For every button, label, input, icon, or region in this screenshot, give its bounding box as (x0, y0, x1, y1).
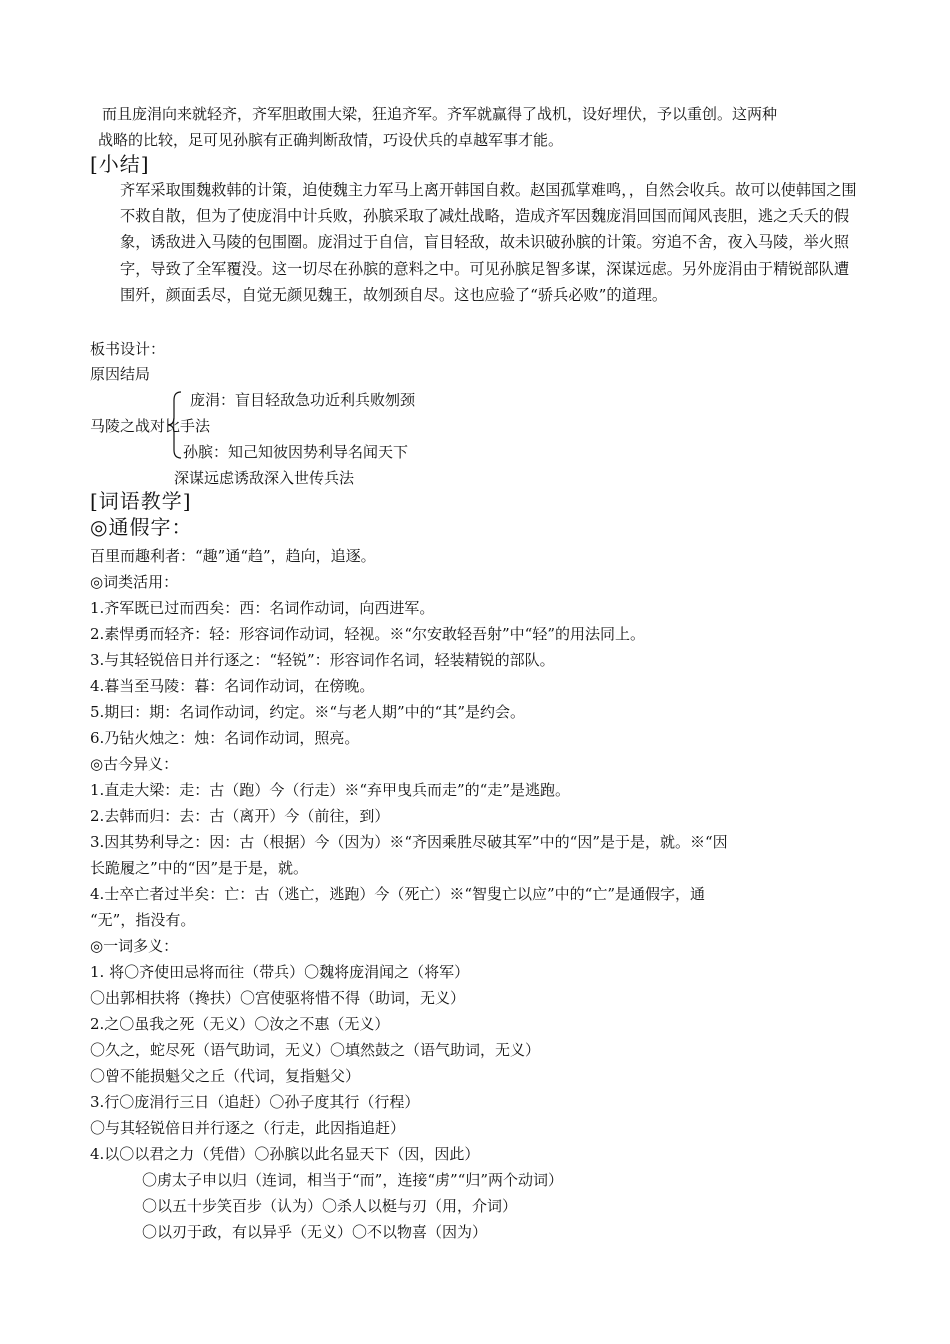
cilei-item: 1.齐军既已过而西矣：西：名词作动词，向西进军。 (90, 599, 435, 617)
intro-line-2: 战略的比较，足可见孙膑有正确判断敌情，巧设伏兵的卓越军事才能。 (98, 131, 564, 149)
summary-paragraph (90, 177, 860, 308)
cilei-item: 5.期曰：期：名词作动词，约定。※“与老人期”中的“其”是约会。 (90, 703, 525, 721)
cilei-item: 3.与其轻锐倍日并行逐之：“轻锐”：形容词作名词，轻装精锐的部队。 (90, 651, 555, 669)
gujin-item: 3.因其势利导之：因：古（根据）今（因为）※“齐因乘胜尽破其军”中的“因”是于是，就。※“因 (90, 833, 728, 851)
board-label: 板书设计： (90, 340, 166, 358)
duoyi-indent-item: 〇虏太子申以归（连词，相当于“而”，连接“虏”“归”两个动词） (142, 1171, 564, 1189)
tongjia-heading: ◎通假字： (90, 515, 193, 539)
duoyi-item: 3.行〇庞涓行三日（追赶）〇孙子度其行（行程） (90, 1093, 420, 1111)
board-sun: 孙膑：知己知彼因势利导名闻天下 (183, 443, 409, 461)
gujin-item: 4.士卒亡者过半矣：亡：古（逃亡，逃跑）今（死亡）※“智叟亡以应”中的“亡”是通假字，通 (90, 885, 705, 903)
duoyi-indent-item: 〇以五十步笑百步（认为）〇杀人以梃与刃（用，介词） (142, 1197, 518, 1215)
duoyi-item: 〇出郭相扶将（搀扶）〇宫使驱将惜不得（助词，无义） (90, 989, 466, 1007)
cilei-item: 4.暮当至马陵：暮：名词作动词，在傍晚。 (90, 677, 375, 695)
duoyi-heading: ◎一词多义： (90, 937, 179, 955)
gujin-item: 长跪履之”中的“因”是于是，就。 (90, 859, 309, 877)
duoyi-item: 〇与其轻锐倍日并行逐之（行走，此因指追赶） (90, 1119, 406, 1137)
summary-heading: [小结] (90, 152, 150, 176)
summary-text: 齐军采取围魏救韩的计策，迫使魏主力军马上离开韩国自救。赵国孤掌难鸣，，自然会收兵。故可以使韩国之围不救自散，但为了使庞涓中计兵败，孙膑采取了减灶战略，造成齐军因魏庞涓回国而闻风丧胆，逃之夭夭的假象，诱敌进入马陵的包围圈。庞涓过于自信，盲目轻敌，故未识破孙膑的计策。穷追不舍，夜入马陵，举火照字，导致了全军覆没。这一切尽在孙膑的意料之中。可见孙膑足智多谋，深谋远虑。另外庞涓由于精锐部队遭围歼，颜面丢尽，自觉无颜见魏王，故刎颈自尽。这也应验了“骄兵必败”的道理。 (120, 181, 857, 304)
cilei-item: 2.素悍勇而轻齐：轻：形容词作动词，轻视。※“尔安敢轻吾射”中“轻”的用法同上。 (90, 625, 645, 643)
vocab-heading: [词语教学] (90, 489, 192, 513)
board-last: 深谋远虑诱敌深入世传兵法 (174, 469, 355, 487)
board-subtitle: 原因结局 (90, 365, 151, 383)
duoyi-item: 〇久之，蛇尽死（语气助词，无义）〇填然鼓之（语气助词，无义） (90, 1041, 541, 1059)
gujin-heading: ◎古今异义： (90, 755, 179, 773)
duoyi-item: 2.之〇虽我之死（无义）〇汝之不惠（无义） (90, 1015, 390, 1033)
duoyi-item: 4.以〇以君之力（凭借）〇孙膑以此名显天下（因，因此） (90, 1145, 480, 1163)
duoyi-item: 〇曾不能损魁父之丘（代词，复指魁父） (90, 1067, 361, 1085)
cilei-item: 6.乃钻火烛之：烛：名词作动词，照亮。 (90, 729, 360, 747)
intro-line-1: 而且庞涓向来就轻齐，齐军胆敢围大梁，狂追齐军。齐军就赢得了战机，设好埋伏，予以重创。这两种 (102, 105, 778, 123)
gujin-item: 1.直走大梁：走：古（跑）今（行走）※“弃甲曳兵而走”的“走”是逃跑。 (90, 781, 570, 799)
duoyi-item: 1. 将〇齐使田忌将而往（带兵）〇魏将庞涓闻之（将军） (90, 963, 470, 981)
gujin-item: “无”，指没有。 (90, 911, 196, 929)
cilei-heading: ◎词类活用： (90, 573, 179, 591)
duoyi-indent-item: 〇以刃于政，有以异乎（无义）〇不以物喜（因为） (142, 1223, 488, 1241)
board-center: 马陵之战对比手法 (90, 417, 211, 435)
board-pang: 庞涓：盲目轻敌急功近利兵败刎颈 (190, 391, 416, 409)
tongjia-item: 百里而趣利者：“趣”通“趋”，趋向，追逐。 (90, 547, 376, 565)
gujin-item: 2.去韩而归：去：古（离开）今（前往，到） (90, 807, 390, 825)
